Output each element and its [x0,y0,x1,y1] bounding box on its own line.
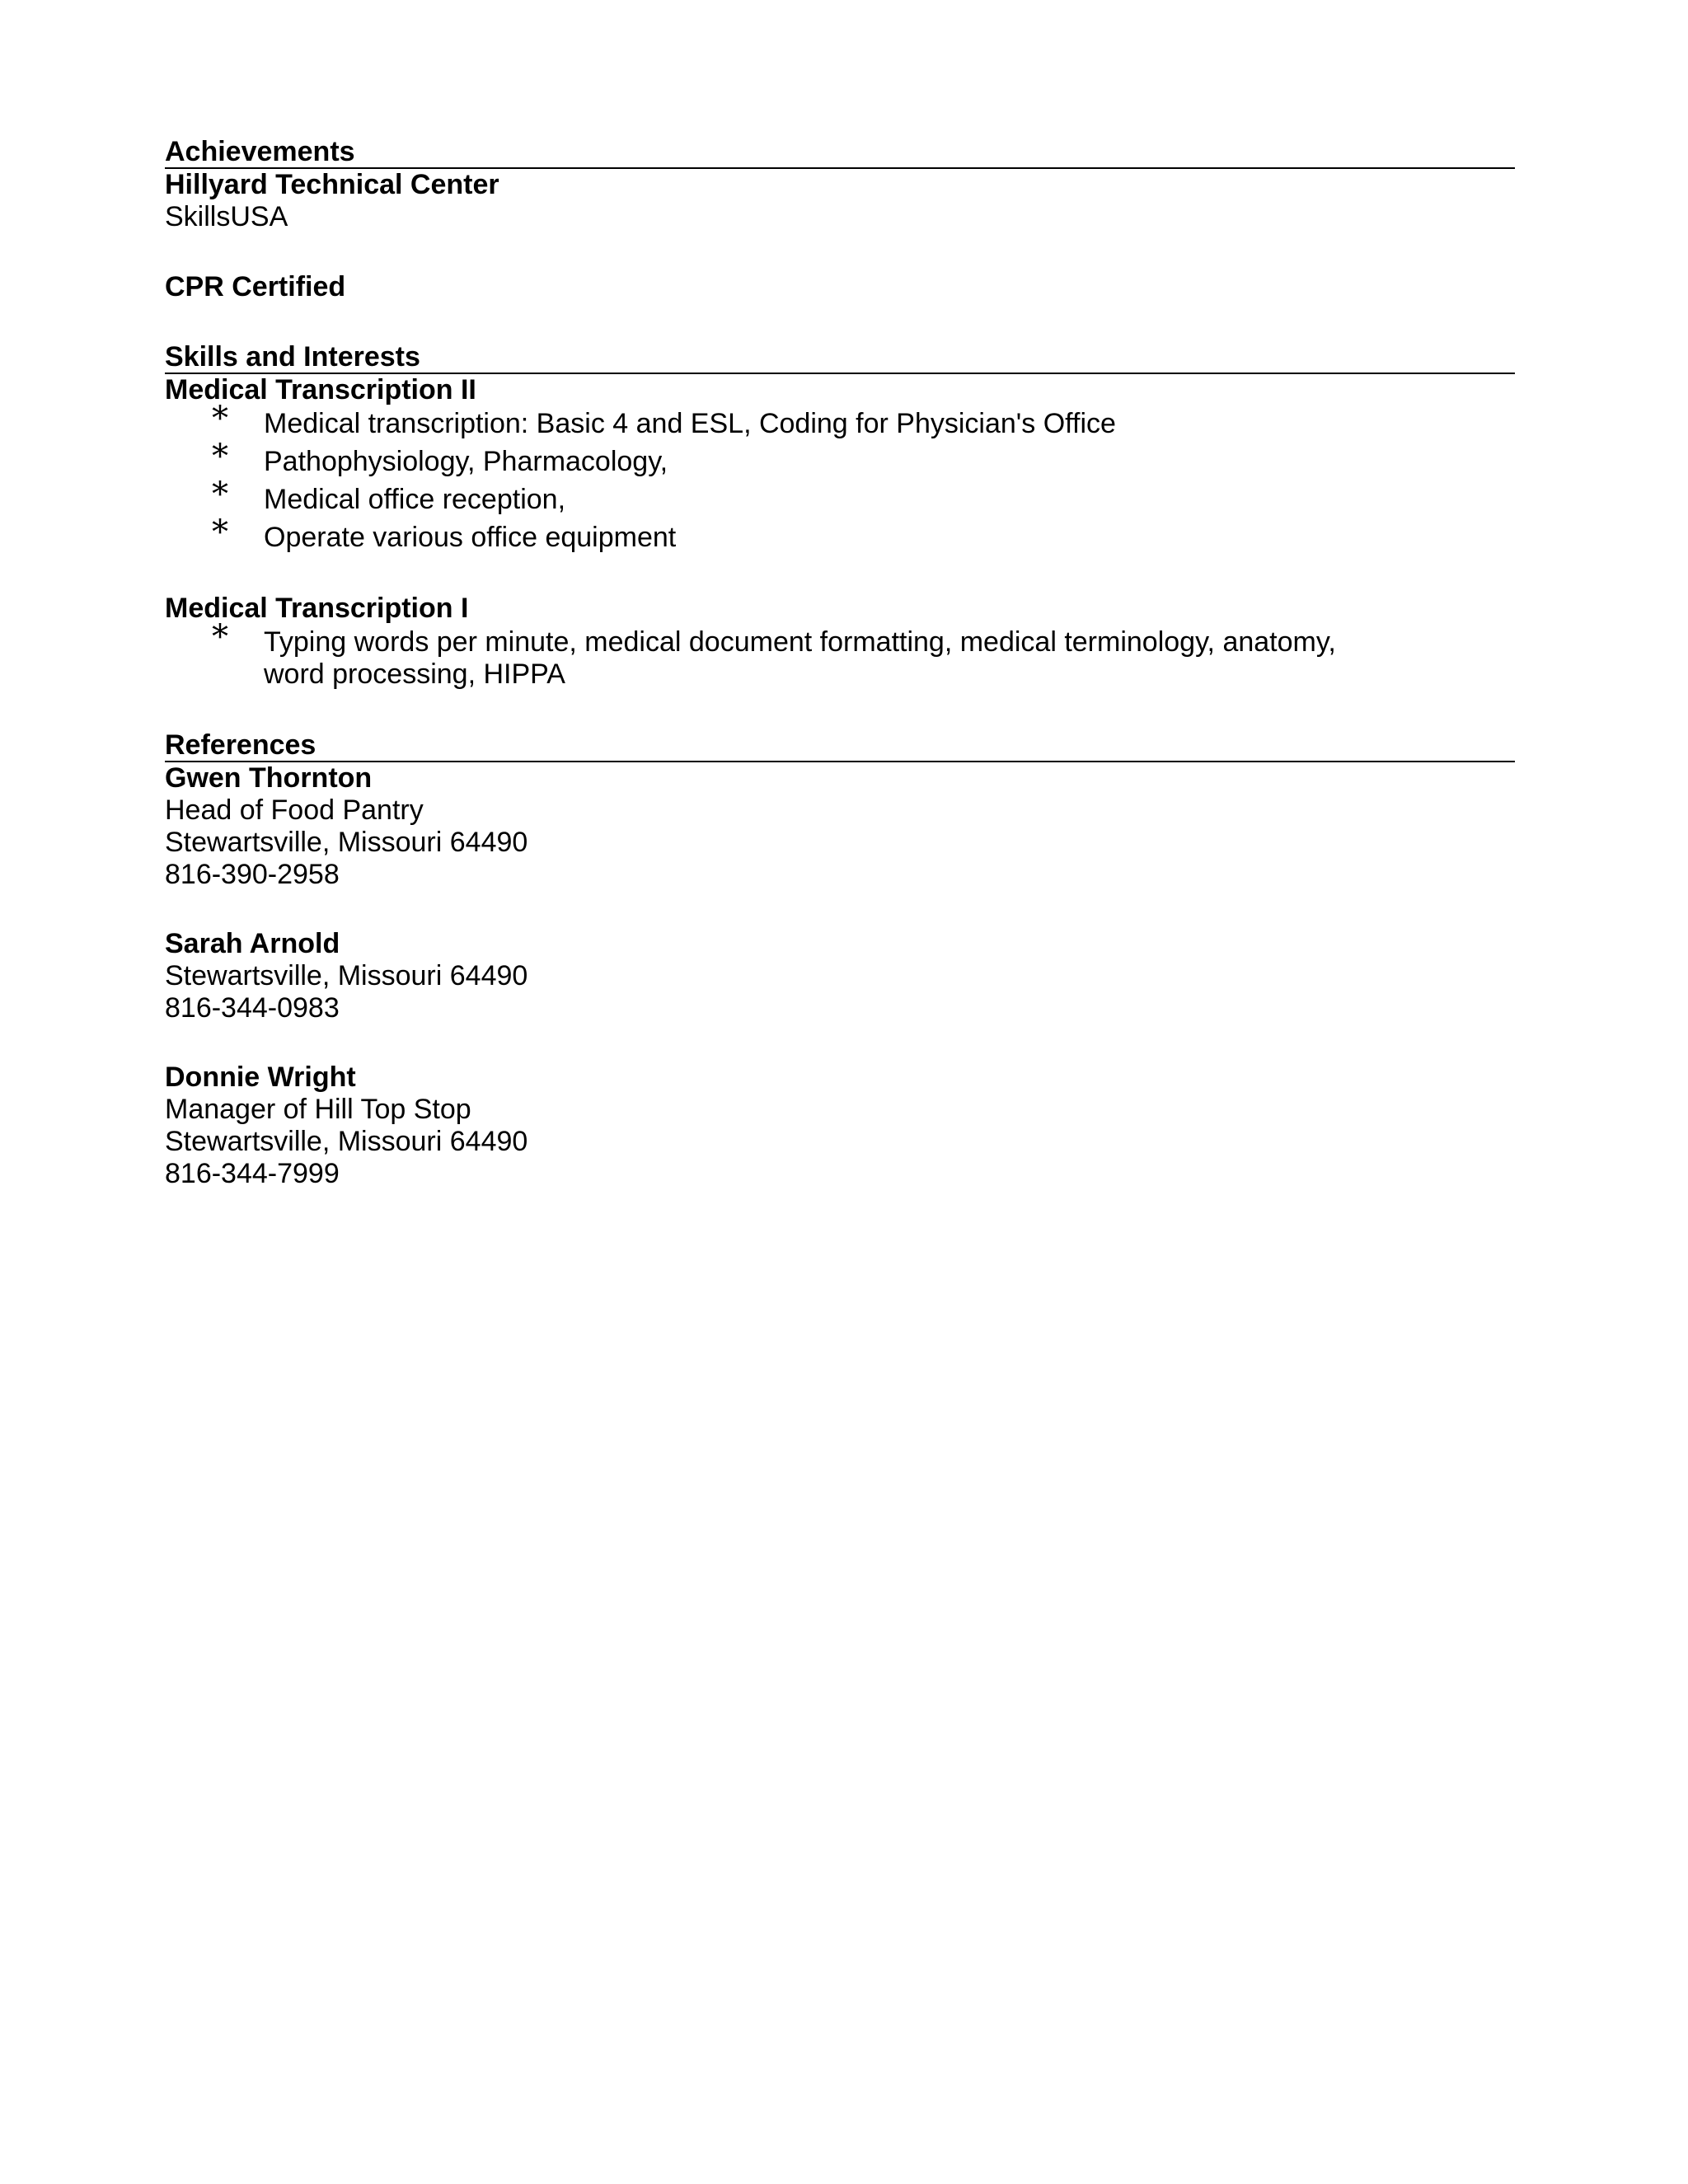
achievement-org: Hillyard Technical Center [165,169,499,200]
reference-phone: 816-390-2958 [165,859,340,890]
resume-page [165,136,1515,1190]
reference-role: Manager of Hill Top Stop [165,1094,471,1125]
reference-role: Head of Food Pantry [165,794,424,826]
reference-name: Sarah Arnold [165,928,340,959]
skill-group-heading: Medical Transcription II [165,374,476,405]
reference-phone: 816-344-7999 [165,1158,340,1189]
reference-name: Gwen Thornton [165,762,373,794]
reference-location: Stewartsville, Missouri 64490 [165,827,528,858]
asterisk-bullet-icon: * [212,513,228,551]
achievement-cert: CPR Certified [165,271,346,302]
skill-list [165,400,1515,554]
reference-location: Stewartsville, Missouri 64490 [165,960,528,991]
asterisk-bullet-icon: * [212,400,228,438]
reference-entry [165,928,1515,1024]
skills-heading: Skills and Interests [165,341,1515,374]
skill-group-heading: Medical Transcription I [165,593,469,624]
reference-entry [165,1062,1515,1190]
reference-phone: 816-344-0983 [165,992,340,1024]
asterisk-bullet-icon: * [212,618,228,656]
list-item: * Pathophysiology, Pharmacology, [212,438,668,477]
asterisk-bullet-icon: * [212,476,228,513]
reference-entry [165,762,1515,891]
achievements-heading: Achievements [165,136,1515,169]
skill-list [165,618,1515,691]
achievement-org-detail: SkillsUSA [165,201,288,232]
reference-name: Donnie Wright [165,1062,356,1093]
list-item: * Typing words per minute, medical document formatting, medical terminology, anatomy, word processing, HIPPA [212,618,1336,690]
list-item: * Medical transcription: Basic 4 and ESL, Coding for Physician's Office [212,400,1116,439]
references-heading: References [165,729,1515,762]
asterisk-bullet-icon: * [212,438,228,476]
list-item: * Operate various office equipment [212,513,677,553]
reference-location: Stewartsville, Missouri 64490 [165,1126,528,1157]
list-item: * Medical office reception, [212,476,566,515]
